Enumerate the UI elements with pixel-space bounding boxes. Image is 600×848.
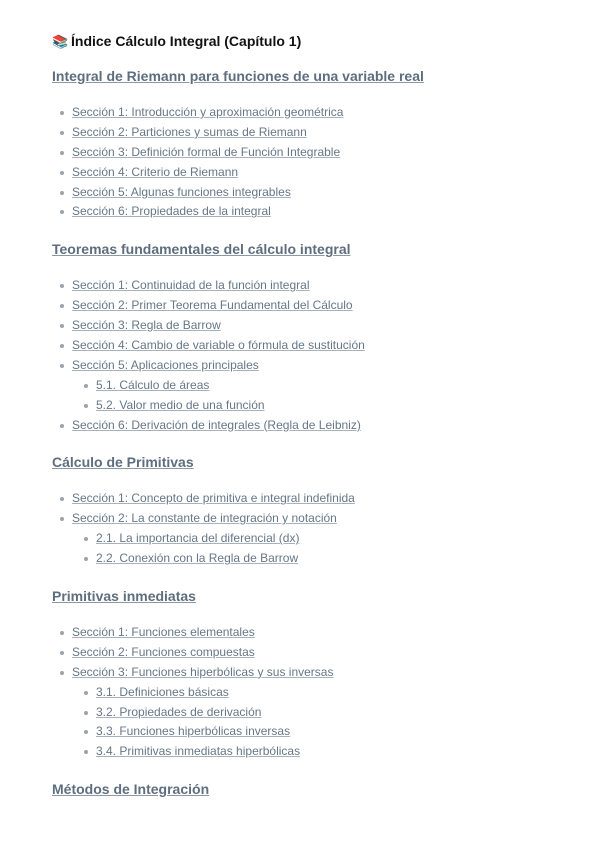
subsection-link[interactable]: 3.3. Funciones hiperbólicas inversas — [96, 724, 291, 739]
section-list-item — [52, 163, 572, 183]
section-link[interactable]: Sección 2: Funciones compuestas — [72, 644, 255, 659]
subsection-link[interactable]: 3.4. Primitivas inmediatas hiperbólicas — [96, 744, 301, 759]
section-item-list — [52, 489, 572, 569]
section-list-item — [52, 276, 572, 296]
section-item-list — [52, 276, 572, 435]
section-heading-link[interactable]: Primitivas inmediatas — [52, 588, 196, 605]
section-list-item — [52, 663, 572, 683]
section-link[interactable]: Sección 3: Definición formal de Función Integrable — [72, 144, 341, 159]
section-list-item — [52, 316, 572, 336]
subsection-list-item — [52, 529, 572, 549]
section-list-item — [52, 202, 572, 222]
toc-section — [52, 778, 572, 800]
sections-container — [52, 65, 572, 800]
subsection-list-item — [52, 376, 572, 396]
section-link[interactable]: Sección 6: Propiedades de la integral — [72, 204, 271, 219]
subsection-list-item — [52, 703, 572, 723]
section-link[interactable]: Sección 1: Continuidad de la función integral — [72, 278, 310, 293]
toc-section — [52, 585, 572, 762]
section-item-list — [52, 103, 572, 222]
section-item-list — [52, 623, 572, 762]
subsection-list-item — [52, 683, 572, 703]
page-title-text: Índice Cálculo Integral (Capítulo 1) — [71, 33, 302, 49]
section-link[interactable]: Sección 5: Algunas funciones integrables — [72, 184, 291, 199]
section-list-item — [52, 336, 572, 356]
books-icon: 📚 — [52, 34, 69, 49]
subsection-link[interactable]: 5.2. Valor medio de una función — [96, 397, 265, 412]
subsection-list-item — [52, 396, 572, 416]
section-link[interactable]: Sección 5: Aplicaciones principales — [72, 357, 259, 372]
section-link[interactable]: Sección 1: Introducción y aproximación geométrica — [72, 105, 344, 119]
toc-section — [52, 65, 572, 222]
section-list-item — [52, 623, 572, 643]
section-link[interactable]: Sección 2: Particiones y sumas de Riemann — [72, 124, 307, 139]
section-link[interactable]: Sección 2: Primer Teorema Fundamental del Cálculo — [72, 298, 353, 313]
section-link[interactable]: Sección 6: Derivación de integrales (Regla de Leibniz) — [72, 417, 361, 432]
section-list-item — [52, 356, 572, 376]
subsection-list-item — [52, 549, 572, 569]
section-list-item — [52, 123, 572, 143]
subsection-list-item — [52, 742, 572, 762]
toc-section — [52, 238, 572, 435]
section-link[interactable]: Sección 3: Regla de Barrow — [72, 318, 221, 333]
section-list-item — [52, 416, 572, 436]
subsection-link[interactable]: 2.1. La importancia del diferencial (dx) — [96, 531, 300, 546]
section-link[interactable]: Sección 2: La constante de integración y notación — [72, 511, 337, 526]
section-link[interactable]: Sección 3: Funciones hiperbólicas y sus inversas — [72, 664, 334, 679]
page-title — [52, 30, 572, 52]
subsection-link[interactable]: 2.2. Conexión con la Regla de Barrow — [96, 551, 299, 566]
section-link[interactable]: Sección 1: Concepto de primitiva e integral indefinida — [72, 491, 355, 506]
section-list-item — [52, 103, 572, 123]
section-list-item — [52, 183, 572, 203]
section-heading-link[interactable]: Métodos de Integración — [52, 781, 210, 798]
subsection-link[interactable]: 3.1. Definiciones básicas — [96, 684, 229, 699]
subsection-link[interactable]: 5.1. Cálculo de áreas — [96, 377, 210, 392]
section-heading-link[interactable]: Teoremas fundamentales del cálculo integral — [52, 241, 351, 258]
subsection-list-item — [52, 722, 572, 742]
section-list-item — [52, 296, 572, 316]
section-list-item — [52, 489, 572, 509]
subsection-link[interactable]: 3.2. Propiedades de derivación — [96, 704, 262, 719]
toc-section — [52, 451, 572, 569]
index-document — [52, 30, 572, 816]
section-link[interactable]: Sección 4: Cambio de variable o fórmula de sustitución — [72, 338, 365, 353]
section-heading-link[interactable]: Cálculo de Primitivas — [52, 454, 194, 471]
section-list-item — [52, 643, 572, 663]
section-list-item — [52, 509, 572, 529]
section-heading-link[interactable]: Integral de Riemann para funciones de una variable real — [52, 68, 424, 84]
section-link[interactable]: Sección 1: Funciones elementales — [72, 625, 255, 640]
section-list-item — [52, 143, 572, 163]
section-link[interactable]: Sección 4: Criterio de Riemann — [72, 164, 239, 179]
